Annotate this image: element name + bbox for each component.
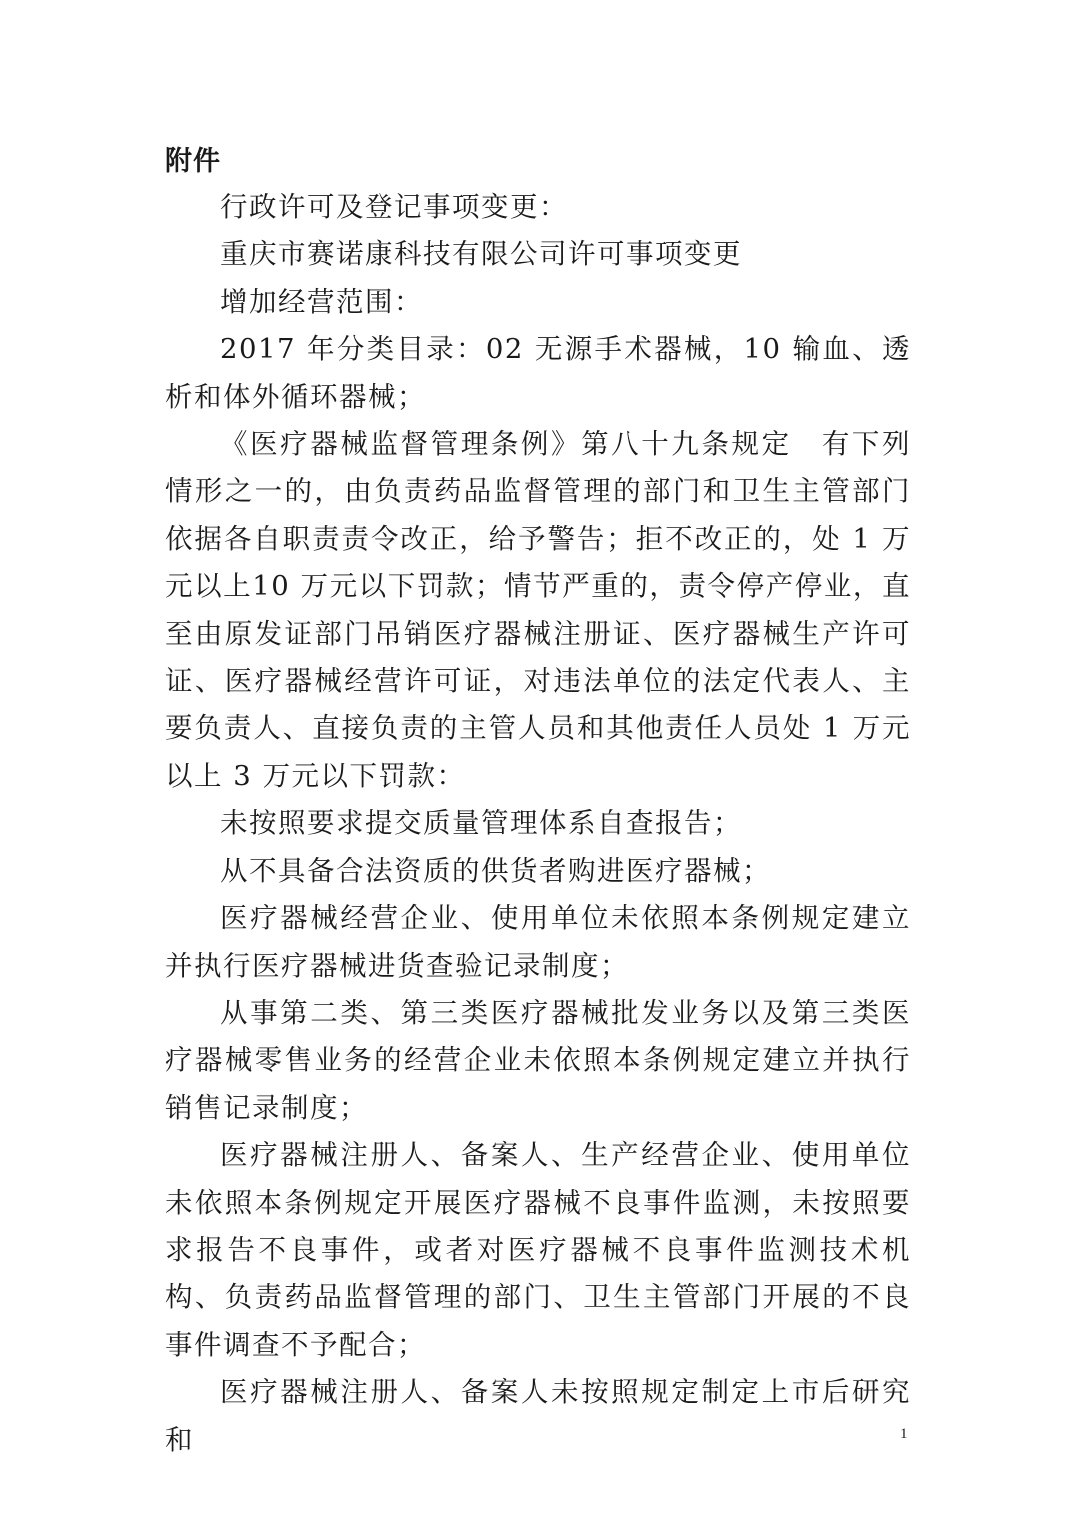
document-body (165, 184, 911, 1464)
paragraph: 医疗器械经营企业、使用单位未依照本条例规定建立并执行医疗器械进货查验记录制度； (165, 902, 911, 982)
paragraph: 2017 年分类目录：02 无源手术器械，10 输血、透析和体外循环器械； (165, 333, 911, 413)
paragraph: 未按照要求提交质量管理体系自查报告； (220, 807, 742, 840)
paragraph: 重庆市赛诺康科技有限公司许可事项变更 (220, 238, 742, 271)
paragraph: 医疗器械注册人、备案人未按照规定制定上市后研究和 (165, 1376, 911, 1456)
paragraph: 从事第二类、第三类医疗器械批发业务以及第三类医疗器械零售业务的经营企业未依照本条例规定建立并执行销售记录制度； (165, 996, 911, 1124)
paragraph: 从不具备合法资质的供货者购进医疗器械； (220, 854, 771, 887)
paragraph: 《医疗器械监督管理条例》第八十九条规定 有下列情形之一的，由负责药品监督管理的部门和卫生主管部门依据各自职责责令改正，给予警告；拒不改正的，处 1 万元以上10 万元以下罚款；情节严重的，责令停产停业，直至由原发证部门吊销医疗器械注册证、医疗器械生产许可证、医疗器械经营许可证，对违法单位的法定代表人、主要负责人、直接负责的主管人员和其他责任人员处 1 万元以上 3 万元以下罚款： (165, 428, 911, 792)
page-number: 1 (900, 1426, 908, 1442)
attachment-heading: 附件 (165, 146, 221, 177)
paragraph: 增加经营范围： (220, 285, 423, 318)
paragraph: 行政许可及登记事项变更： (220, 191, 568, 223)
paragraph: 医疗器械注册人、备案人、生产经营企业、使用单位未依照本条例规定开展医疗器械不良事件监测，未按照要求报告不良事件，或者对医疗器械不良事件监测技术机构、负责药品监督管理的部门、卫生主管部门开展的不良事件调查不予配合； (165, 1139, 911, 1361)
